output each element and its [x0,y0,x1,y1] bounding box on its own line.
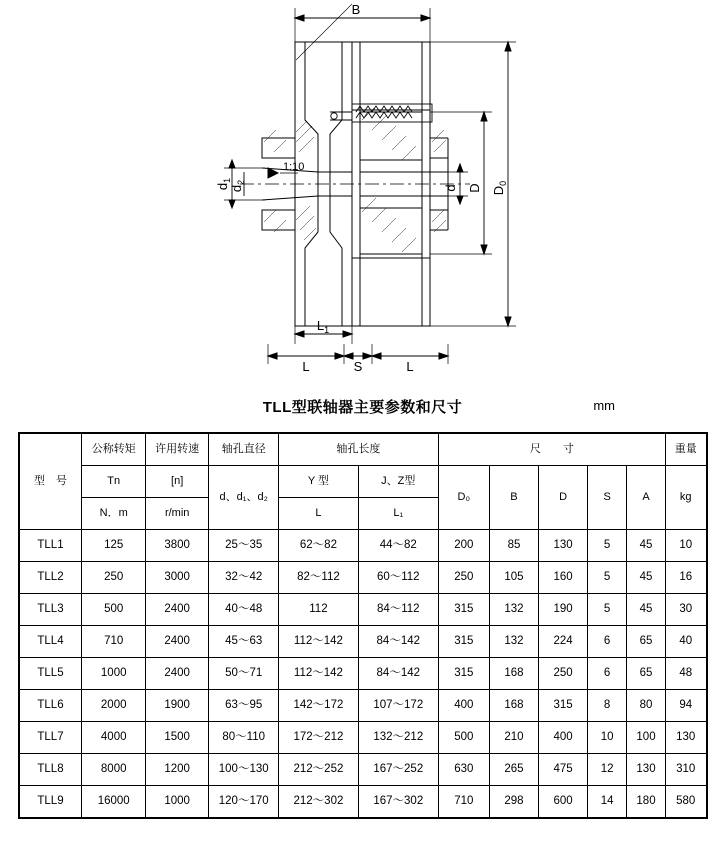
cell-D0: 200 [438,530,489,562]
cell-bore: 120～170 [209,786,279,819]
header-bore: 轴孔直径 [209,433,279,466]
cell-kg: 40 [665,626,706,658]
cell-speed: 1000 [145,786,208,819]
cell-kg: 10 [665,530,706,562]
cell-D0: 630 [438,754,489,786]
cell-speed: 1200 [145,754,208,786]
cell-torque: 125 [82,530,145,562]
cell-B: 168 [489,690,538,722]
dim-label-d2: $d_2$ [229,179,246,193]
cell-D: 600 [539,786,588,819]
dim-label-d: d [443,184,458,192]
cell-A: 180 [627,786,666,819]
header-speed-unit: r/min [145,498,208,530]
cell-bore: 50～71 [209,658,279,690]
cell-model: TLL9 [19,786,82,819]
cell-L1: 84～142 [358,658,438,690]
cell-model: TLL5 [19,658,82,690]
cell-D: 250 [539,658,588,690]
cell-S: 8 [588,690,627,722]
coupling-technical-drawing [0,0,725,392]
cell-L: 62～82 [279,530,359,562]
cell-speed: 2400 [145,658,208,690]
cell-bore: 100～130 [209,754,279,786]
table-row [19,658,707,690]
header-A: A [627,466,666,530]
cell-A: 100 [627,722,666,754]
specification-table [18,432,708,819]
header-len-L1: L₁ [358,498,438,530]
cell-D0: 400 [438,690,489,722]
cell-speed: 1500 [145,722,208,754]
unit-label: mm [593,398,615,413]
header-weight-unit: kg [665,466,706,530]
cell-D0: 250 [438,562,489,594]
cell-B: 132 [489,626,538,658]
cell-S: 5 [588,530,627,562]
cell-torque: 500 [82,594,145,626]
cell-A: 80 [627,690,666,722]
cell-torque: 8000 [82,754,145,786]
cell-L: 112～142 [279,626,359,658]
cell-kg: 16 [665,562,706,594]
cell-D: 160 [539,562,588,594]
table-row [19,722,707,754]
cell-model: TLL8 [19,754,82,786]
cell-L1: 167～302 [358,786,438,819]
cell-bore: 25～35 [209,530,279,562]
cell-L: 172～212 [279,722,359,754]
cell-model: TLL6 [19,690,82,722]
cell-model: TLL2 [19,562,82,594]
cell-speed: 1900 [145,690,208,722]
table-caption-row [0,392,725,426]
cell-S: 6 [588,626,627,658]
cell-L1: 44～82 [358,530,438,562]
cell-kg: 310 [665,754,706,786]
cell-L1: 84～142 [358,626,438,658]
header-bore-symbol: d、d₁、d₂ [209,466,279,530]
dim-label-d1: $d_1$ [215,177,232,191]
dim-label-S: S [353,359,363,374]
cell-torque: 2000 [82,690,145,722]
drawing-canvas [0,0,725,392]
cell-L1: 84～112 [358,594,438,626]
cell-D: 224 [539,626,588,658]
cell-bore: 40～48 [209,594,279,626]
table-row [19,690,707,722]
header-speed: 许用转速 [145,433,208,466]
cell-L1: 60～112 [358,562,438,594]
cell-kg: 48 [665,658,706,690]
cell-A: 65 [627,626,666,658]
cell-speed: 3800 [145,530,208,562]
cell-D0: 315 [438,594,489,626]
header-torque: 公称转矩 [82,433,145,466]
dim-label-D0: $D_0$ [491,180,508,196]
header-S: S [588,466,627,530]
header-y-type: Y 型 [279,466,359,498]
cell-L: 112～142 [279,658,359,690]
header-bore-length: 轴孔长度 [279,433,439,466]
cell-B: 105 [489,562,538,594]
cell-B: 210 [489,722,538,754]
cell-torque: 1000 [82,658,145,690]
header-row-2 [19,466,707,498]
table-body [19,530,707,819]
header-dimensions: 尺 寸 [438,433,665,466]
header-jz-type: J、Z型 [358,466,438,498]
cell-torque: 4000 [82,722,145,754]
table-row [19,754,707,786]
cell-bore: 32～42 [209,562,279,594]
cell-model: TLL4 [19,626,82,658]
cell-D: 475 [539,754,588,786]
dim-label-L1: $L_1$ [316,318,330,335]
cell-D0: 315 [438,626,489,658]
cell-L1: 132～212 [358,722,438,754]
header-torque-unit: N．m [82,498,145,530]
cell-kg: 130 [665,722,706,754]
table-title: TLL型联轴器主要参数和尺寸 [262,399,463,416]
cell-D0: 315 [438,658,489,690]
cell-bore: 80～110 [209,722,279,754]
table-row [19,562,707,594]
cell-D: 190 [539,594,588,626]
header-model: 型 号 [19,433,82,530]
cell-S: 5 [588,562,627,594]
cell-speed: 3000 [145,562,208,594]
cell-D: 130 [539,530,588,562]
cell-A: 130 [627,754,666,786]
cell-torque: 16000 [82,786,145,819]
cell-kg: 30 [665,594,706,626]
cell-model: TLL1 [19,530,82,562]
header-D0: D₀ [438,466,489,530]
cell-speed: 2400 [145,626,208,658]
cell-L: 212～302 [279,786,359,819]
cell-A: 45 [627,562,666,594]
cell-torque: 710 [82,626,145,658]
cell-kg: 94 [665,690,706,722]
cell-D: 400 [539,722,588,754]
cell-B: 265 [489,754,538,786]
header-torque-symbol: Tn [82,466,145,498]
cell-D0: 710 [438,786,489,819]
cell-speed: 2400 [145,594,208,626]
cell-S: 6 [588,658,627,690]
table-row [19,786,707,819]
cell-A: 65 [627,658,666,690]
header-row-1 [19,433,707,466]
cell-B: 85 [489,530,538,562]
dim-label-L-right: L [406,359,414,374]
cell-L: 142～172 [279,690,359,722]
cell-L: 212～252 [279,754,359,786]
cell-L: 82～112 [279,562,359,594]
dim-label-B: B [351,2,361,17]
cell-L: 112 [279,594,359,626]
table-row [19,530,707,562]
cell-D: 315 [539,690,588,722]
table-row [19,594,707,626]
cell-S: 10 [588,722,627,754]
cell-S: 14 [588,786,627,819]
cell-L1: 107～172 [358,690,438,722]
cell-A: 45 [627,530,666,562]
cell-bore: 63～95 [209,690,279,722]
dim-label-taper: 1:10 [283,161,305,173]
cell-L1: 167～252 [358,754,438,786]
header-speed-symbol: [n] [145,466,208,498]
header-D: D [539,466,588,530]
cell-B: 168 [489,658,538,690]
cell-model: TLL7 [19,722,82,754]
table-header [19,433,707,530]
cell-torque: 250 [82,562,145,594]
cell-S: 12 [588,754,627,786]
dim-label-D: D [467,183,482,193]
header-B: B [489,466,538,530]
cell-model: TLL3 [19,594,82,626]
dim-label-L-left: L [302,359,310,374]
cell-S: 5 [588,594,627,626]
cell-B: 298 [489,786,538,819]
cell-B: 132 [489,594,538,626]
cell-bore: 45～63 [209,626,279,658]
cell-D0: 500 [438,722,489,754]
cell-kg: 580 [665,786,706,819]
cell-A: 45 [627,594,666,626]
header-weight: 重量 [665,433,706,466]
header-len-L: L [279,498,359,530]
table-row [19,626,707,658]
